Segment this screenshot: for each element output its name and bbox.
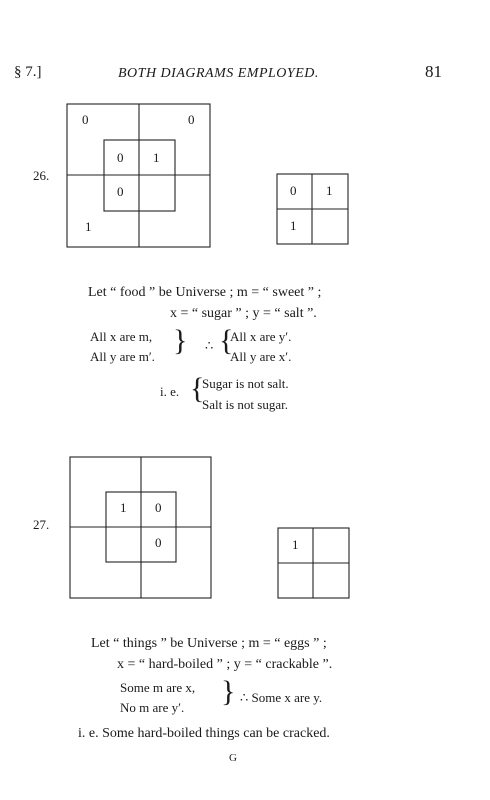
premiss-2-27: No m are y′. bbox=[120, 700, 185, 715]
premiss-1-27: Some m are x, bbox=[120, 680, 196, 695]
right-brace-26: } bbox=[173, 324, 188, 357]
small-cell-nw-26: 0 bbox=[290, 183, 297, 198]
right-brace-27: } bbox=[221, 675, 236, 708]
conclusion-2-26: All y are x′. bbox=[230, 349, 292, 364]
section-mark: § 7.] bbox=[14, 64, 42, 80]
terms-line-27: x = “ hard-boiled ” ; y = “ crackable ”. bbox=[117, 657, 333, 672]
left-brace-26: { bbox=[219, 324, 234, 357]
running-title: BOTH DIAGRAMS EMPLOYED. bbox=[118, 66, 319, 81]
conclusion-27: ∴ Some x are y. bbox=[240, 690, 323, 705]
page-number: 81 bbox=[425, 62, 442, 81]
small-cell-sw-26: 1 bbox=[290, 218, 297, 233]
premiss-1-26: All x are m, bbox=[90, 329, 153, 344]
problem-number-27: 27. bbox=[33, 517, 50, 532]
cell-inner-se-27: 0 bbox=[155, 535, 162, 550]
cell-ne-26: 0 bbox=[188, 112, 195, 127]
premiss-2-26: All y are m′. bbox=[90, 349, 155, 364]
ie-label-26: i. e. bbox=[160, 384, 180, 399]
terms-line-26: x = “ sugar ” ; y = “ salt ”. bbox=[170, 306, 317, 321]
ie-line-1-26: Sugar is not salt. bbox=[202, 376, 289, 391]
cell-inner-nw-26: 0 bbox=[117, 150, 124, 165]
universe-line-27: Let “ things ” be Universe ; m = “ eggs ” ; bbox=[91, 636, 327, 651]
problem-number-26: 26. bbox=[33, 168, 50, 183]
cell-nw-26: 0 bbox=[82, 112, 89, 127]
ie-line-27: i. e. Some hard-boiled things can be cracked. bbox=[78, 726, 330, 741]
ie-line-2-26: Salt is not sugar. bbox=[202, 397, 288, 412]
signature-mark: G bbox=[229, 752, 237, 764]
ie-brace-26: { bbox=[190, 372, 205, 405]
cell-sw-26: 1 bbox=[85, 219, 92, 234]
cell-inner-ne-27: 0 bbox=[155, 500, 162, 515]
therefore-symbol-26: ∴ bbox=[205, 338, 214, 353]
small-cell-ne-26: 1 bbox=[326, 183, 333, 198]
cell-inner-sw-26: 0 bbox=[117, 184, 124, 199]
universe-line-26: Let “ food ” be Universe ; m = “ sweet ” ; bbox=[88, 285, 322, 300]
conclusion-1-26: All x are y′. bbox=[230, 329, 292, 344]
small-cell-nw-27: 1 bbox=[292, 537, 299, 552]
cell-inner-nw-27: 1 bbox=[120, 500, 127, 515]
cell-inner-ne-26: 1 bbox=[153, 150, 160, 165]
